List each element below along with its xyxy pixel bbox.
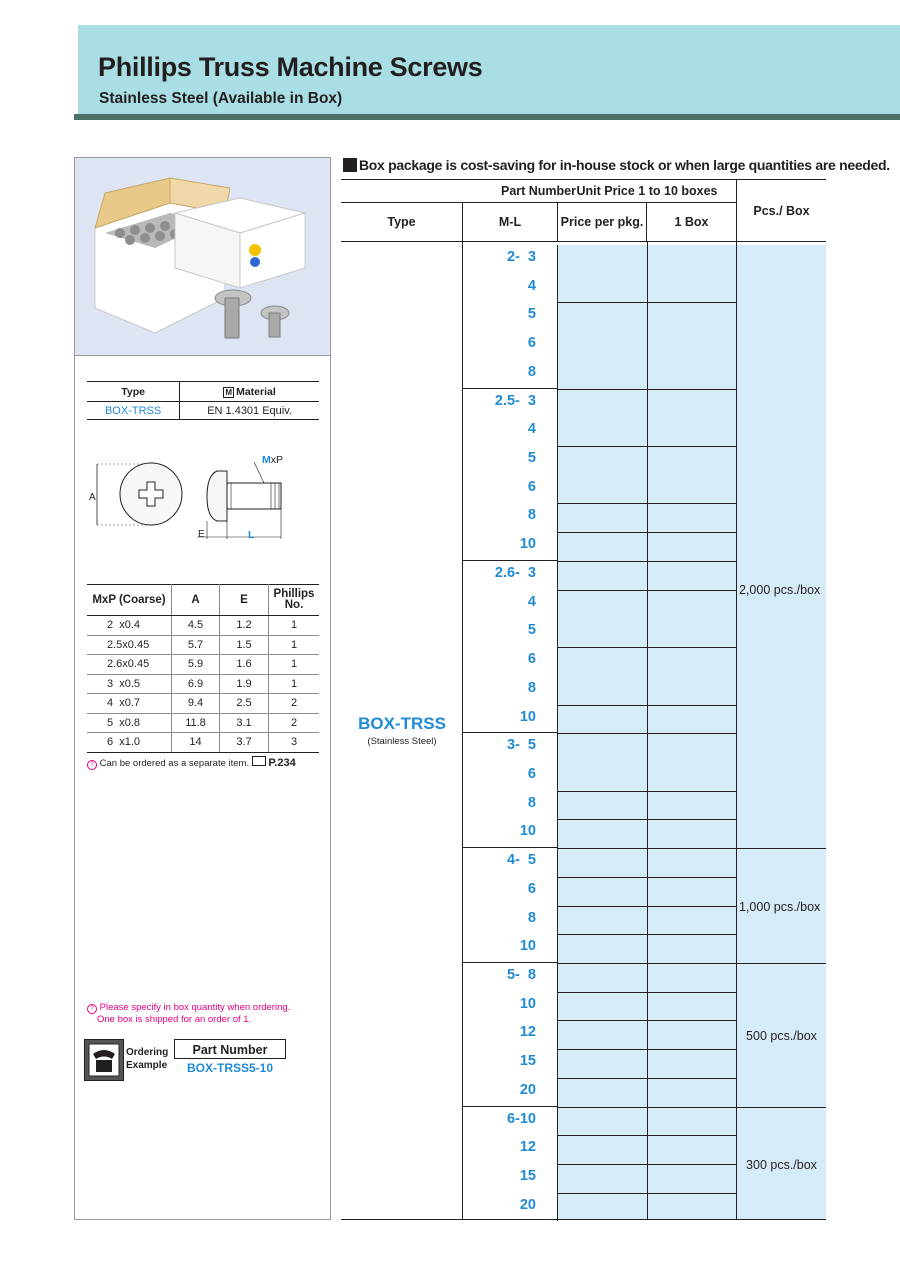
ml-value: 12: [519, 1024, 536, 1041]
pcs-value: 300 pcs./box: [746, 1158, 817, 1173]
dim-header-a: A: [172, 585, 220, 616]
ml-value: 8: [527, 507, 536, 524]
ml-value: 8: [527, 794, 536, 811]
dim-table-row: [87, 635, 319, 655]
type-material-table: [87, 381, 319, 420]
dim-table-cell: 2 x0.4: [87, 616, 172, 636]
ml-cell: [463, 848, 558, 877]
ml-value: 4- 5: [506, 852, 536, 869]
ml-value: 20: [519, 1081, 536, 1098]
ml-cell: [463, 331, 558, 360]
ml-value: 4: [527, 277, 536, 294]
dim-table-cell: 11.8: [172, 713, 220, 733]
dim-table-cell: 1: [269, 674, 320, 694]
dim-header-e: E: [220, 585, 269, 616]
ml-value: 4: [527, 421, 536, 438]
type-column-header: Type: [341, 203, 463, 242]
ml-cell: [463, 762, 558, 791]
dim-table-cell: 1: [269, 616, 320, 636]
ml-cell: [463, 274, 558, 303]
ml-value: 8: [527, 679, 536, 696]
type-cell-value: BOX-TRSS: [358, 714, 446, 733]
bullet-square-icon: [343, 158, 357, 172]
ordering-part-number-value: BOX-TRSS5-10: [186, 1061, 274, 1075]
ml-cell: [463, 791, 558, 820]
table-bottom-rule: [341, 1219, 826, 1221]
dim-header-phillips: Phillips No.: [269, 585, 320, 616]
telephone-icon: [84, 1039, 124, 1081]
dim-table-cell: 1: [269, 655, 320, 675]
ml-cell: [463, 245, 558, 274]
price-col-divider: [647, 242, 648, 1220]
pcs-box-header: Pcs./ Box: [737, 179, 826, 242]
dim-table-cell: 14: [172, 733, 220, 753]
ml-cell: [463, 590, 558, 619]
ml-column-header: M-L: [463, 203, 558, 242]
separate-item-note: ? Can be ordered as a separate item. P.234: [87, 756, 296, 770]
dim-table-cell: 5.7: [172, 635, 220, 655]
page-subtitle: Stainless Steel (Available in Box): [99, 90, 343, 107]
ml-value: 6: [527, 478, 536, 495]
ml-value: 6: [527, 880, 536, 897]
dim-table-row: [87, 713, 319, 733]
dim-table-cell: 4 x0.7: [87, 694, 172, 714]
page-ref-icon: [252, 756, 266, 766]
dim-table-cell: 4.5: [172, 616, 220, 636]
part-number-header: Part Number: [341, 179, 737, 203]
ml-cell: [463, 1049, 558, 1078]
dim-table-cell: 1.5: [220, 635, 269, 655]
ml-value: 15: [519, 1053, 536, 1070]
dim-table-cell: 5.9: [172, 655, 220, 675]
ml-value: 15: [519, 1168, 536, 1185]
ml-cell: [463, 417, 558, 446]
ordering-part-number-header: Part Number: [174, 1039, 286, 1059]
ml-value: 10: [519, 995, 536, 1012]
pcs-cell: [737, 848, 826, 963]
ml-value: 6-10: [506, 1110, 536, 1127]
ml-cell: [463, 618, 558, 647]
one-box-header: 1 Box: [647, 203, 737, 242]
pcs-cell: [737, 963, 826, 1107]
intro-text: Box package is cost-saving for in-house stock or when large quantities are needed.: [343, 157, 890, 173]
dim-header-mxp: MxP (Coarse): [87, 585, 172, 616]
ml-value: 8: [527, 363, 536, 380]
ml-cell: [463, 1135, 558, 1164]
ml-value: 2.6- 3: [494, 564, 536, 581]
pcs-value: 500 pcs./box: [746, 1028, 817, 1043]
ml-cell: [463, 676, 558, 705]
dim-table-row: [87, 616, 319, 636]
ml-value: 2- 3: [506, 249, 536, 265]
dim-table-cell: 3.1: [220, 713, 269, 733]
price-per-pkg-header: Price per pkg.: [558, 203, 647, 242]
material-value: EN 1.4301 Equiv.: [180, 402, 319, 420]
material-header: M Material: [180, 382, 319, 402]
dim-table-cell: 5 x0.8: [87, 713, 172, 733]
ml-value: 2.5- 3: [494, 392, 536, 409]
dim-table-cell: 9.4: [172, 694, 220, 714]
dim-table-cell: 3: [269, 733, 320, 753]
sidebar-content: [74, 157, 331, 1220]
ml-value: 12: [519, 1139, 536, 1156]
unit-price-header: Unit Price 1 to 10 boxes: [558, 179, 737, 203]
dim-table-cell: 2: [269, 694, 320, 714]
ml-cell: [463, 561, 558, 590]
dim-table-row: [87, 674, 319, 694]
page-ref[interactable]: P.234: [268, 757, 296, 769]
dim-table-row: [87, 655, 319, 675]
page-title: Phillips Truss Machine Screws: [98, 52, 483, 82]
ml-value: 6: [527, 765, 536, 782]
ml-cell: [463, 503, 558, 532]
type-value: BOX-TRSS: [87, 402, 180, 420]
pcs-cell: [737, 245, 826, 848]
pcs-cell: [737, 1107, 826, 1222]
dim-table-row: [87, 733, 319, 753]
diagram-label-e: E: [198, 529, 205, 540]
pcs-value: 2,000 pcs./box: [739, 582, 821, 597]
ml-value: 10: [519, 708, 536, 725]
price-table: [341, 179, 826, 1220]
pcs-value: 1,000 pcs./box: [739, 899, 821, 914]
diagram-label-a: A: [89, 492, 96, 503]
ml-value: 3- 5: [506, 737, 536, 754]
ml-cell: [463, 733, 558, 762]
ml-value: 20: [519, 1196, 536, 1213]
ml-cell: [463, 705, 558, 734]
ml-value: 10: [519, 536, 536, 553]
dim-table-cell: 3.7: [220, 733, 269, 753]
ml-cell: [463, 475, 558, 504]
dim-table-row: [87, 694, 319, 714]
info-icon: ?: [87, 1004, 97, 1014]
dim-table-cell: 1: [269, 635, 320, 655]
dim-table-cell: 1.9: [220, 674, 269, 694]
type-cell: [341, 242, 463, 1220]
ml-value: 10: [519, 938, 536, 955]
material-icon: M: [225, 387, 233, 397]
dim-table-cell: 6 x1.0: [87, 733, 172, 753]
diagram-label-mxp: MxP: [262, 454, 284, 466]
ml-value: 10: [519, 823, 536, 840]
header-rule: [74, 114, 900, 120]
diagram-label-l: L: [248, 529, 255, 541]
type-header: Type: [87, 382, 180, 402]
ml-cell: [463, 1107, 558, 1136]
ml-cell: [463, 1164, 558, 1193]
ordering-example-label: Ordering Example: [126, 1047, 169, 1071]
dim-table-cell: 1.2: [220, 616, 269, 636]
ml-cell: [463, 1193, 558, 1222]
ml-cell: [463, 389, 558, 418]
ml-cell: [463, 963, 558, 992]
ml-value: 6: [527, 651, 536, 668]
box-quantity-note: ? Please specify in box quantity when ordering. One box is shipped for an order of 1.: [87, 1002, 290, 1026]
dim-table-cell: 3 x0.5: [87, 674, 172, 694]
type-cell-sub: (Stainless Steel): [367, 736, 437, 747]
ml-value: 5: [527, 306, 536, 323]
ml-value: 5- 8: [506, 967, 536, 983]
ml-value: 6: [527, 335, 536, 352]
dimension-table: [87, 584, 319, 753]
dim-table-cell: 1.6: [220, 655, 269, 675]
dim-table-cell: 6.9: [172, 674, 220, 694]
ml-cell: [463, 1078, 558, 1107]
ml-cell: [463, 877, 558, 906]
info-icon: ?: [87, 760, 97, 770]
dim-table-cell: 2.6x0.45: [87, 655, 172, 675]
ml-cell: [463, 934, 558, 963]
ml-value: 5: [527, 622, 536, 639]
ml-cell: [463, 1020, 558, 1049]
dim-table-cell: 2: [269, 713, 320, 733]
dim-table-cell: 2.5: [220, 694, 269, 714]
ml-cell: [463, 819, 558, 848]
ml-cell: [463, 532, 558, 561]
ml-cell: [463, 360, 558, 389]
ml-value: 5: [527, 450, 536, 467]
ml-cell: [463, 647, 558, 676]
ml-cell: [463, 302, 558, 331]
ml-value: 8: [527, 909, 536, 926]
dim-table-cell: 2.5x0.45: [87, 635, 172, 655]
ml-cell: [463, 992, 558, 1021]
ml-cell: [463, 906, 558, 935]
ml-value: 4: [527, 593, 536, 610]
ml-cell: [463, 446, 558, 475]
